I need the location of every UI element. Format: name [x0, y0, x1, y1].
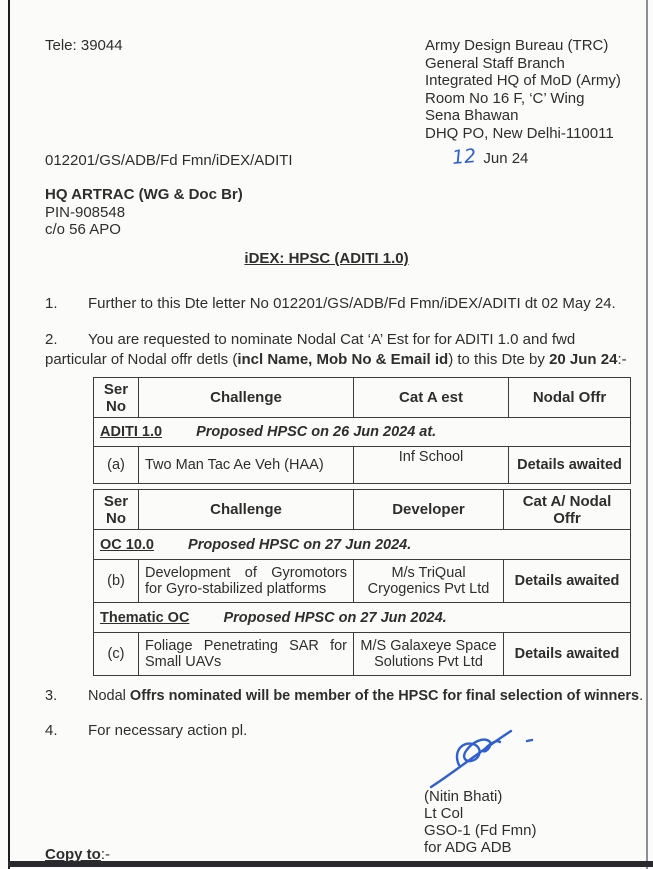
sender-address-line: Sena Bhawan	[425, 107, 519, 124]
cat-a-est-cell: Inf School	[354, 447, 509, 484]
paragraph-text: You are requested to nominate Nodal Cat ‘A’ Est for for ADITI 1.0 and fwd particular of Nodal offr detls (	[45, 331, 576, 368]
sender-address-line: DHQ PO, New Delhi-110011	[425, 124, 614, 142]
section-label: OC 10.0	[100, 536, 154, 553]
printed-date: Jun 24	[483, 150, 529, 167]
nodal-offr-cell: Details awaited	[509, 447, 631, 484]
serial-cell: (c)	[94, 633, 139, 676]
section-text: Proposed HPSC on 27 Jun 2024.	[223, 609, 447, 626]
section-label: ADITI 1.0	[100, 424, 163, 440]
scan-edge-right	[646, 0, 648, 869]
copy-to-suffix: :-	[100, 846, 110, 863]
recipient-unit: HQ ARTRAC (WG & Doc Br)	[45, 186, 243, 203]
paragraph-number: 2.	[45, 331, 58, 348]
paragraph-number: 3.	[45, 688, 58, 704]
handwritten-day: 12	[451, 144, 478, 170]
paragraph-2	[45, 330, 630, 370]
serial-cell: (b)	[94, 560, 139, 603]
table-row	[94, 633, 631, 676]
sender-address-line: Integrated HQ of MoD (Army)	[425, 72, 621, 89]
column-header: Ser No	[94, 490, 139, 530]
column-header: Nodal Offr	[509, 378, 631, 418]
column-header: Challenge	[139, 490, 354, 530]
table-section-row	[94, 418, 631, 447]
table-section-row	[94, 603, 631, 633]
signatory-appointment: GSO-1 (Fd Fmn)	[424, 822, 537, 839]
column-header: Challenge	[139, 378, 354, 418]
table-row	[94, 447, 631, 484]
developer-cell: M/S Galaxeye Space Solutions Pvt Ltd	[354, 633, 504, 676]
column-header: Cat A est	[354, 378, 509, 418]
recipient-block	[45, 186, 243, 239]
sender-address-block	[425, 37, 621, 142]
column-header: Developer	[354, 490, 504, 530]
paragraph-number: 1.	[45, 295, 58, 312]
paragraph-text: ) to this Dte by	[448, 351, 550, 368]
signatory-block	[424, 788, 537, 856]
sender-address-line: Room No 16 F, ‘C’ Wing	[425, 89, 585, 107]
serial-cell: (a)	[94, 447, 139, 484]
paragraph-4	[45, 721, 247, 741]
signatory-for-line: for ADG ADB	[424, 839, 512, 856]
paragraph-text: For necessary action pl.	[88, 722, 248, 739]
nodal-offr-cell: Details awaited	[504, 560, 631, 603]
developer-cell: M/s TriQual Cryogenics Pvt Ltd	[354, 560, 504, 603]
section-text: Proposed HPSC on 27 Jun 2024.	[188, 536, 412, 553]
recipient-pin: PIN-908548	[45, 203, 126, 221]
subject-title: iDEX: HPSC (ADITI 1.0)	[244, 250, 409, 267]
scan-edge-left	[8, 0, 10, 869]
challenge-table-aditi	[93, 377, 631, 484]
challenge-cell: Two Man Tac Ae Veh (HAA)	[139, 447, 354, 484]
table-header-row	[94, 490, 631, 530]
challenge-table-oc	[93, 489, 631, 676]
paragraph-text: :-	[617, 351, 627, 368]
signatory-name: (Nitin Bhati)	[424, 788, 503, 805]
copy-to-label: Copy to	[45, 846, 101, 863]
paragraph-3	[45, 686, 645, 706]
paragraph-bold-text: incl Name, Mob No & Email id	[237, 351, 449, 368]
table-section-row	[94, 530, 631, 560]
paragraph-number: 4.	[45, 722, 58, 739]
table-header-row	[94, 378, 631, 418]
sender-address-line: General Staff Branch	[425, 54, 565, 72]
challenge-cell: Foliage Penetrating SAR for Small UAVs	[139, 633, 354, 676]
signature-scribble	[425, 729, 540, 791]
paragraph-text: Further to this Dte letter No 012201/GS/ADB/Fd Fmn/iDEX/ADITI dt 02 May 24.	[88, 295, 616, 312]
tele-number: Tele: 39044	[45, 37, 123, 54]
paragraph-text: Nodal	[88, 688, 130, 704]
letter-date	[452, 146, 528, 168]
reference-number: 012201/GS/ADB/Fd Fmn/iDEX/ADITI	[45, 152, 293, 169]
table-row	[94, 560, 631, 603]
section-text: Proposed HPSC on 26 Jun 2024 at.	[196, 424, 437, 440]
nodal-offr-cell: Details awaited	[504, 633, 631, 676]
column-header: Cat A/ Nodal Offr	[504, 490, 631, 530]
sender-address-line: Army Design Bureau (TRC)	[425, 37, 609, 54]
paragraph-bold-text: 20 Jun 24	[549, 351, 618, 368]
paragraph-bold-text: Offrs nominated will be member of the HPSC for final selection of winners	[129, 688, 640, 704]
paragraph-1	[45, 294, 640, 314]
signatory-rank: Lt Col	[424, 805, 464, 822]
section-label: Thematic OC	[100, 609, 190, 626]
recipient-apo: c/o 56 APO	[45, 221, 121, 238]
challenge-cell: Development of Gyromotors for Gyro-stabilized platforms	[139, 560, 354, 603]
column-header: Ser No	[94, 378, 139, 418]
paragraph-text: .	[639, 688, 644, 704]
copy-to-line	[45, 846, 110, 863]
